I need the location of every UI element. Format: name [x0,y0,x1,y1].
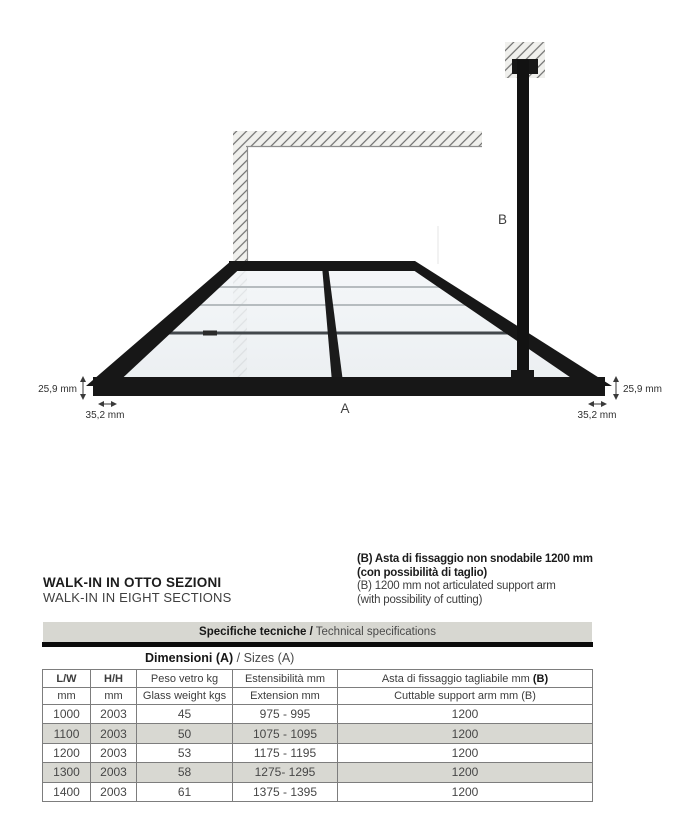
product-title-it: WALK-IN IN OTTO SEZIONI [43,575,222,590]
cell-extension: 1375 - 1395 [233,782,338,801]
col-header-arm-it-b: (B) [532,672,549,685]
col-header-extension-en: Extension mm [233,688,338,705]
cell-weight: 58 [137,763,233,782]
dimension-right-height [613,376,662,400]
arm-ref-label: B [498,212,508,227]
support-arm-foot [511,370,534,392]
arm-note-it-1: (B) Asta di fissaggio non snodabile 1200 mm [357,553,593,565]
arm-note-en-2: (with possibility of cutting) [357,593,483,606]
col-header-weight-it: Peso vetro kg [137,670,233,688]
product-title-block [43,575,231,605]
col-header-hh: H/H [91,670,137,688]
cell-arm: 1200 [338,743,593,762]
cell-weight: 53 [137,743,233,762]
cell-lw: 1200 [43,743,91,762]
dimension-left-height [38,376,86,400]
col-header-hh-unit: mm [91,688,137,705]
spec-table [42,669,593,802]
cell-hh: 2003 [91,743,137,762]
col-header-extension-it: Estensibilità mm [233,670,338,688]
cell-weight: 45 [137,705,233,724]
cell-arm: 1200 [338,724,593,743]
joint-clip [203,331,217,336]
col-header-arm-en: Cuttable support arm mm (B) [338,688,593,705]
cell-hh: 2003 [91,782,137,801]
arm-note-it-2: (con possibilità di taglio) [357,566,488,579]
cell-arm: 1200 [338,782,593,801]
col-header-arm-it [338,670,593,688]
dim-label: 25,9 mm [38,384,77,395]
dim-label: 35,2 mm [85,410,125,421]
cell-arm: 1200 [338,763,593,782]
cell-arm: 1200 [338,705,593,724]
table-header-row-en [43,688,593,705]
table-row [43,782,593,801]
col-header-arm-it-text: Asta di fissaggio tagliabile mm [381,672,533,685]
table-row [43,724,593,743]
table-row [43,705,593,724]
spec-section-header [43,622,592,642]
support-arm [517,60,529,392]
support-arm-note [357,553,677,607]
sizes-caption-en: / Sizes (A) [236,651,295,665]
cell-extension: 1175 - 1195 [233,743,338,762]
col-header-lw: L/W [43,670,91,688]
cell-weight: 61 [137,782,233,801]
table-header-row-it [43,670,593,688]
dimension-right-depth [578,401,617,421]
cell-extension: 975 - 995 [233,705,338,724]
cell-hh: 2003 [91,705,137,724]
cell-lw: 1000 [43,705,91,724]
spec-header-it: Specifiche tecniche / [199,626,313,638]
dim-label: 25,9 mm [623,384,662,395]
wall-hatch-horizontal [233,131,482,146]
col-header-lw-unit: mm [43,688,91,705]
dim-label: 35,2 mm [577,410,617,421]
arm-note-en-1: (B) 1200 mm not articulated support arm [357,580,556,592]
cell-extension: 1075 - 1095 [233,724,338,743]
spec-header-en: Technical specifications [312,626,436,638]
cell-hh: 2003 [91,763,137,782]
cell-extension: 1275- 1295 [233,763,338,782]
table-row [43,763,593,782]
col-header-weight-en: Glass weight kgs [137,688,233,705]
product-title-en: WALK-IN IN EIGHT SECTIONS [43,590,232,605]
cell-hh: 2003 [91,724,137,743]
width-ref-label: A [340,401,350,416]
cell-lw: 1300 [43,763,91,782]
table-row [43,743,593,762]
dimension-left-depth [86,401,125,421]
sizes-caption [145,651,294,665]
sizes-caption-it: Dimensioni (A) [145,651,237,665]
cell-lw: 1400 [43,782,91,801]
cell-weight: 50 [137,724,233,743]
divider-rule [42,642,593,647]
cell-lw: 1100 [43,724,91,743]
frame-back [229,261,415,271]
